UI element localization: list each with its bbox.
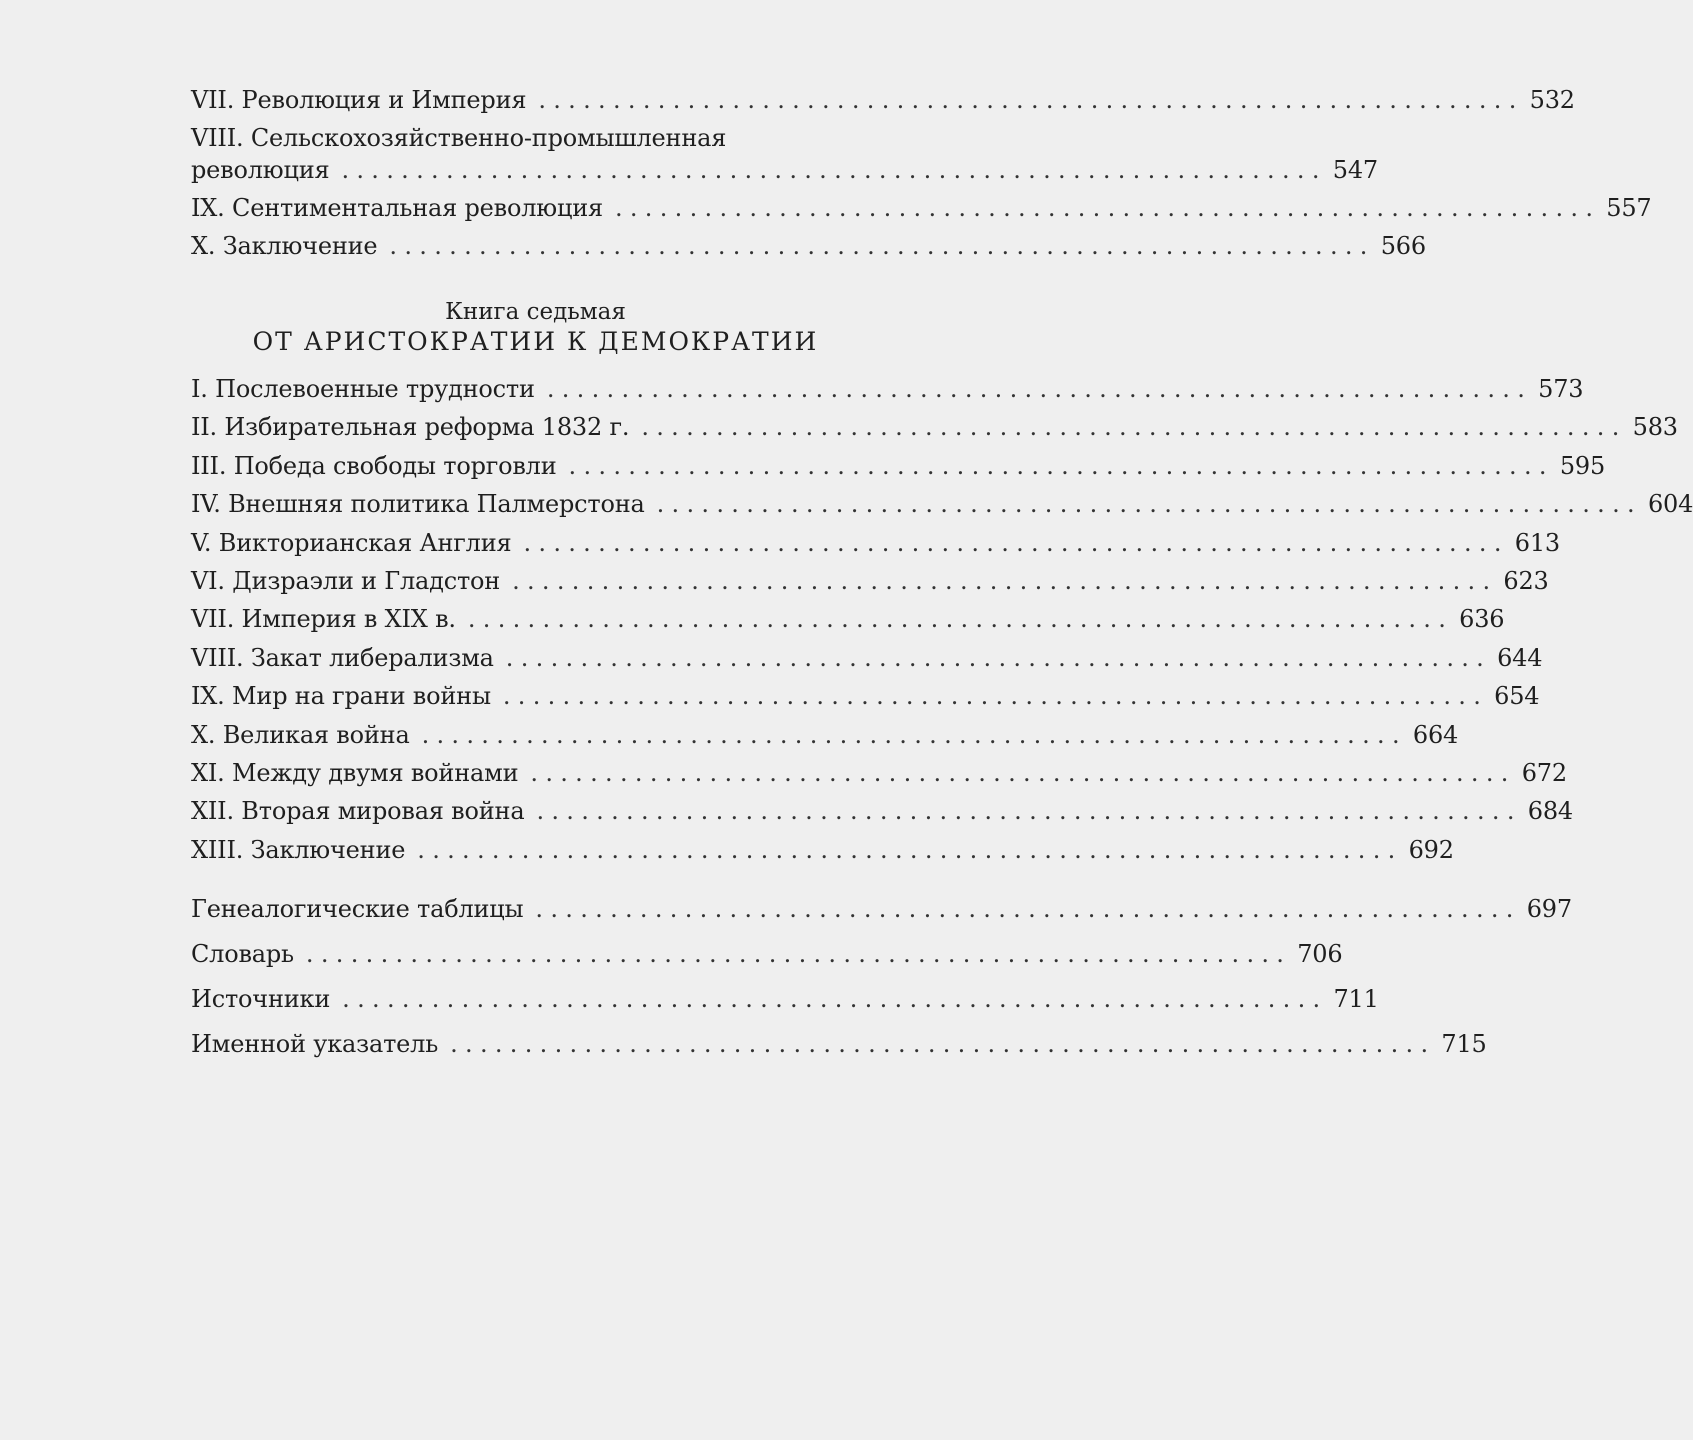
dot-leader: .................................................................. [523,528,1509,557]
book-title: ОТ АРИСТОКРАТИИ К ДЕМОКРАТИИ [252,327,819,356]
toc-entry[interactable] [191,642,1543,674]
toc-entry-title: Словарь [191,940,294,968]
toc-entry[interactable] [191,450,1606,482]
toc-entry-page: 583 [1632,413,1678,442]
dot-leader: .................................................................. [512,566,1498,595]
toc-entry-title: Именной указатель [191,1030,439,1058]
toc-entry[interactable] [191,488,1693,520]
toc-entry-title: Источники [191,985,331,1013]
toc-entry-page: 557 [1606,194,1652,222]
dot-leader: .................................................................. [538,86,1524,114]
toc-entry[interactable] [191,603,1505,635]
toc-entry[interactable] [191,230,1426,262]
toc-entry-page: 644 [1497,643,1543,672]
toc-entry[interactable] [191,1028,1487,1060]
toc-entry[interactable] [191,719,1459,751]
toc-entry[interactable] [191,373,1584,405]
toc-entry-page: 636 [1459,605,1505,634]
toc-entry-title-line1: VIII. Сельскохозяйственно-промышленная [191,124,727,152]
toc-entry[interactable] [191,795,1573,827]
toc-entry-title: VI. Дизраэли и Гладстон [191,566,501,595]
toc-entry[interactable] [191,757,1567,789]
dot-leader: .................................................................. [450,1030,1436,1058]
dot-leader: .................................................................. [535,895,1521,923]
dot-leader: .................................................................. [342,985,1328,1013]
toc-entry[interactable] [191,122,1378,186]
toc-entry[interactable] [191,84,1575,116]
toc-entry-title: XIII. Заключение [191,835,406,864]
toc-section-book6-tail [191,84,1652,268]
toc-entry[interactable] [191,565,1549,597]
toc-entry-title-line2: революция [191,156,330,184]
toc-entry-title: IX. Мир на грани войны [191,682,491,711]
toc-entry-title: II. Избирательная реформа 1832 г. [191,413,630,442]
dot-leader: .................................................................. [467,605,1454,634]
dot-leader: .................................................................. [421,720,1407,749]
dot-leader: .................................................................. [536,797,1522,826]
dot-leader: .................................................................. [614,194,1601,222]
dot-leader: .................................................................. [505,643,1492,672]
dot-leader: .................................................................. [546,375,1533,403]
dot-leader: .................................................................. [641,413,1627,442]
toc-entry-title: IX. Сентиментальная революция [191,194,603,222]
toc-entry-page: 672 [1521,758,1567,787]
toc-entry[interactable] [191,893,1572,925]
dot-leader: .................................................................. [417,835,1403,864]
toc-entry[interactable] [191,938,1343,970]
dot-leader: .................................................................. [502,682,1489,711]
toc-entry-title: XI. Между двумя войнами [191,758,519,787]
dot-leader: .................................................................. [568,451,1554,480]
toc-entry-title: XII. Вторая мировая война [191,797,525,826]
toc-entry[interactable] [191,834,1454,866]
toc-entry-page: 623 [1503,566,1549,595]
toc-entry-page: 566 [1380,232,1426,260]
toc-entry-title: I. Послевоенные трудности [191,375,535,403]
toc-entry-title: IV. Внешняя политика Палмерстона [191,490,645,519]
toc-entry-page: 684 [1527,797,1573,826]
toc-entry-page: 532 [1529,86,1575,114]
toc-entry-page: 711 [1333,985,1379,1013]
dot-leader: .................................................................. [656,490,1642,519]
toc-entry-page: 664 [1412,720,1459,749]
toc-entry-title: V. Викторианская Англия [191,528,512,557]
toc-entry-page: 654 [1494,682,1540,711]
dot-leader: .................................................................. [389,232,1375,260]
toc-entry-title: X. Заключение [191,232,378,260]
toc-entry-page: 547 [1332,156,1378,184]
toc-entry-page: 715 [1441,1030,1487,1058]
book-label: Книга седьмая [445,299,626,325]
dot-leader: .................................................................. [530,758,1516,787]
toc-entry-title: VII. Империя в XIX в. [191,605,456,634]
toc-entry-page: 595 [1559,451,1606,480]
toc-entry-title: VIII. Закат либерализма [191,643,494,672]
toc-entry[interactable] [191,680,1540,712]
toc-entry-page: 613 [1514,528,1560,557]
toc-entry-title: III. Победа свободы торговли [191,451,557,480]
toc-entry-page: 573 [1538,375,1584,403]
toc-entry-title: X. Великая война [191,720,410,749]
toc-entry-page: 604 [1647,490,1693,519]
toc-entry-page: 706 [1297,940,1343,968]
toc-entry-title: VII. Революция и Империя [191,86,527,114]
toc-section-book7 [191,373,1693,872]
dot-leader: .................................................................. [305,940,1292,968]
toc-entry-page: 692 [1408,835,1454,864]
toc-entry[interactable] [191,983,1379,1015]
dot-leader: .................................................................. [341,156,1327,184]
toc-entry-page: 697 [1526,895,1572,923]
toc-entry[interactable] [191,527,1560,559]
toc-entry[interactable] [191,192,1652,224]
toc-section-appendix [191,893,1572,1073]
toc-entry-title: Генеалогические таблицы [191,895,524,923]
toc-entry[interactable] [191,411,1678,443]
